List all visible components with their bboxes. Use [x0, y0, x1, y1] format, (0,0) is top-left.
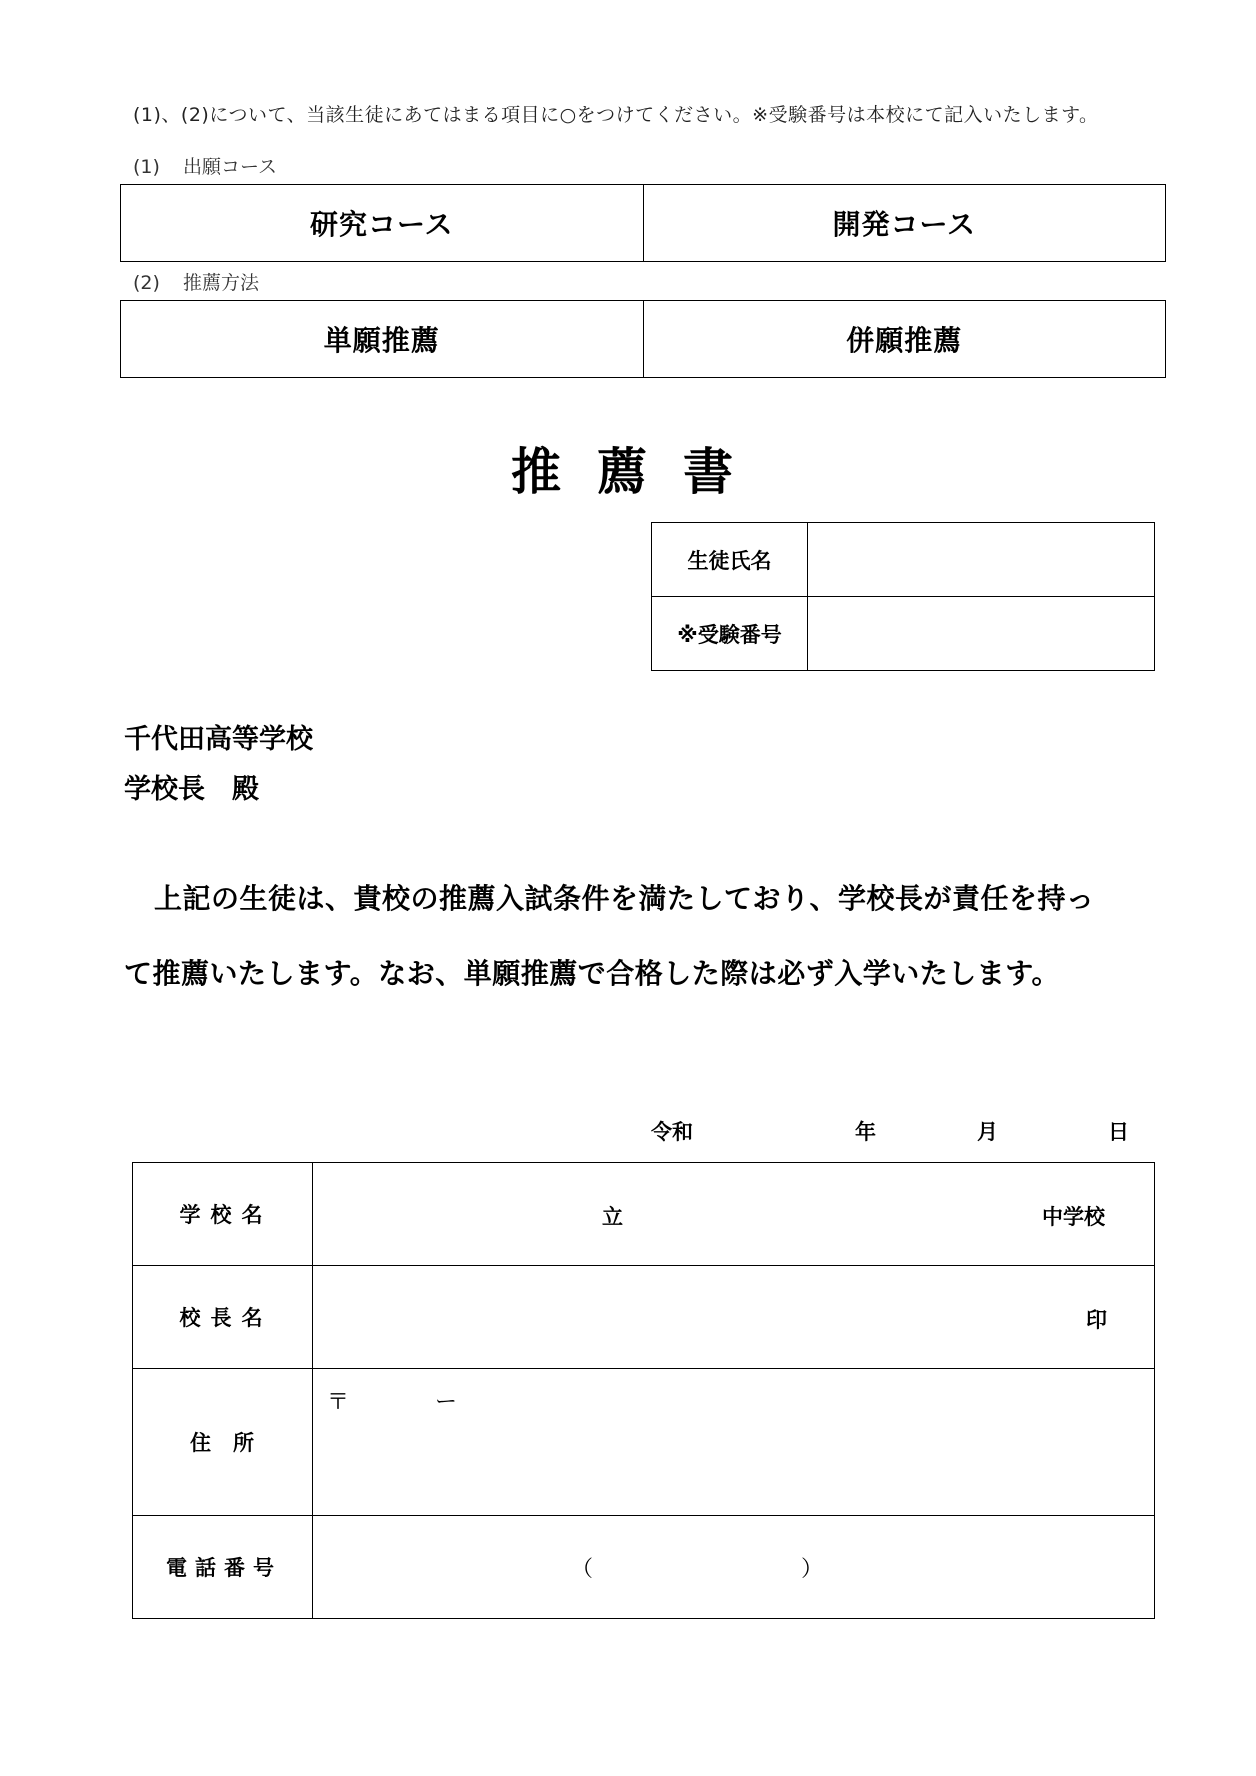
addressee-recipient: 学校長 殿 [124, 774, 259, 805]
method-options-table [120, 300, 1166, 378]
instructions-text: (1)、(2)について、当該生徒にあてはまる項目に○をつけてください。※受験番号は本校にて記入いたします。 [133, 104, 1099, 126]
course-option-development[interactable]: 開発コース [643, 185, 1166, 262]
date-month: 月 [977, 1120, 998, 1144]
principal-name-field[interactable] [313, 1266, 1155, 1369]
school-name-label: 学校名 [133, 1163, 313, 1266]
method-option-single[interactable]: 単願推薦 [121, 301, 644, 378]
postal-code-mark: 〒 [327, 1390, 350, 1415]
method-section-number: (2) [133, 272, 160, 294]
date-day: 日 [1108, 1120, 1129, 1144]
school-name-field[interactable] [313, 1163, 1155, 1266]
method-section-label [133, 268, 259, 295]
course-section-title: 出願コース [183, 156, 278, 178]
addressee-school: 千代田高等学校 [124, 724, 313, 755]
method-section-title: 推薦方法 [183, 272, 260, 294]
date-era: 令和 [651, 1120, 693, 1144]
address-row [133, 1369, 1155, 1516]
phone-close-paren: ） [801, 1557, 824, 1582]
school-name-prefecture-marker: 立 [602, 1205, 623, 1229]
school-info-table [132, 1162, 1155, 1619]
exam-number-row [652, 597, 1155, 671]
exam-number-label: ※受験番号 [652, 597, 808, 671]
principal-row [133, 1266, 1155, 1369]
address-label: 住所 [133, 1369, 313, 1516]
course-section-label [133, 152, 277, 179]
date-line [0, 1116, 1256, 1146]
school-name-row [133, 1163, 1155, 1266]
method-option-combined[interactable]: 併願推薦 [643, 301, 1166, 378]
student-name-field[interactable] [808, 523, 1155, 597]
student-name-label: 生徒氏名 [652, 523, 808, 597]
phone-row [133, 1516, 1155, 1619]
course-option-research[interactable]: 研究コース [121, 185, 644, 262]
principal-label: 校長名 [133, 1266, 313, 1369]
body-text-line-1: 上記の生徒は、貴校の推薦入試条件を満たしており、学校長が責任を持っ [154, 882, 1095, 915]
course-section-number: (1) [133, 156, 160, 178]
student-name-row [652, 523, 1155, 597]
course-options-table [120, 184, 1166, 262]
seal-mark: 印 [1086, 1308, 1107, 1332]
student-info-table [651, 522, 1155, 671]
school-name-suffix: 中学校 [1042, 1205, 1105, 1229]
date-year: 年 [855, 1120, 876, 1144]
exam-number-field[interactable] [808, 597, 1155, 671]
phone-field[interactable] [313, 1516, 1155, 1619]
phone-open-paren: （ [571, 1557, 594, 1582]
body-text-line-2: て推薦いたします。なお、単願推薦で合格した際は必ず入学いたします。 [124, 957, 1061, 990]
phone-label: 電話番号 [133, 1516, 313, 1619]
postal-code-dash: ー [435, 1390, 458, 1415]
document-title: 推薦書 [511, 443, 769, 501]
address-field[interactable] [313, 1369, 1155, 1516]
